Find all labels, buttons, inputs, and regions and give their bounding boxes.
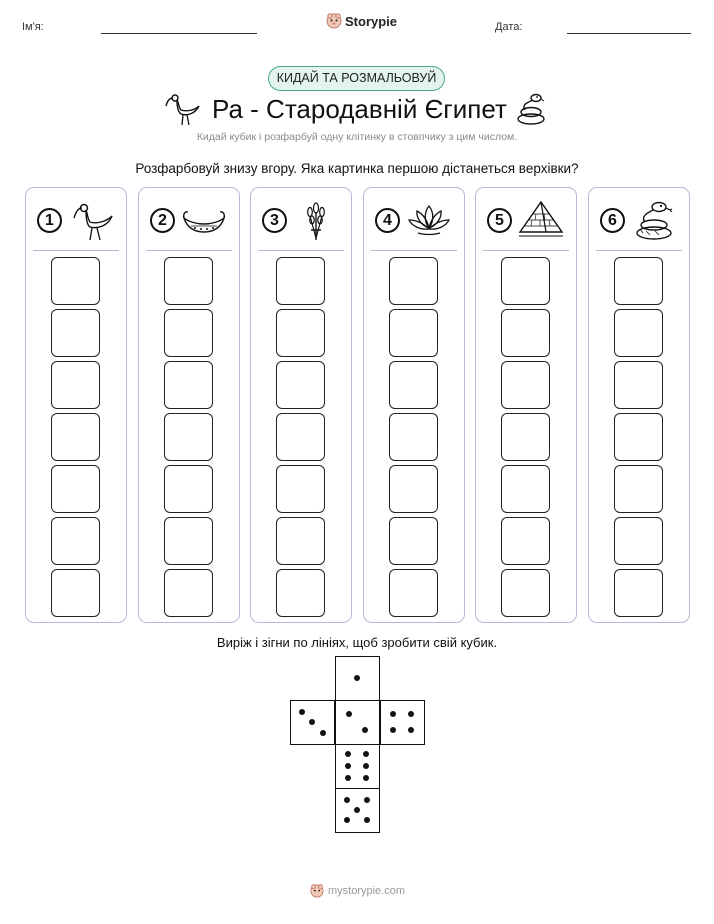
page-title: Ра - Стародавній Єгипет [212, 94, 507, 124]
color-cell[interactable] [501, 309, 550, 357]
color-cell[interactable] [614, 309, 663, 357]
cube-instruction: Виріж і зігни по лініях, щоб зробити свій кубик. [216, 635, 498, 650]
color-cell[interactable] [501, 465, 550, 513]
die-pip [390, 711, 396, 717]
color-cell[interactable] [614, 517, 663, 565]
storypie-mascot-icon [326, 13, 342, 29]
color-cell[interactable] [501, 257, 550, 305]
column-header [476, 188, 576, 251]
die-pip [309, 719, 315, 725]
color-cell[interactable] [276, 413, 325, 461]
die-pip [364, 817, 370, 823]
column-number: 2 [150, 208, 175, 233]
die-pip [320, 730, 326, 736]
title-row [0, 92, 714, 128]
column-number: 6 [600, 208, 625, 233]
color-cell[interactable] [164, 465, 213, 513]
die-pip [346, 711, 352, 717]
color-cell[interactable] [51, 465, 100, 513]
color-cell[interactable] [501, 517, 550, 565]
brand-name: Storypie [345, 13, 398, 29]
color-cell[interactable] [164, 257, 213, 305]
color-cell[interactable] [614, 361, 663, 409]
footer-url[interactable]: mystorypie.com [328, 885, 406, 897]
color-cell[interactable] [389, 309, 438, 357]
color-cell[interactable] [501, 413, 550, 461]
activity-badge: КИДАЙ ТА РОЗМАЛЬОВУЙ [268, 66, 445, 91]
cube-face-5 [335, 788, 380, 833]
color-cell[interactable] [389, 569, 438, 617]
column-divider [258, 250, 344, 251]
die-pip [344, 817, 350, 823]
column-number: 4 [375, 208, 400, 233]
instruction-text: Розфарбовуй знизу вгору. Яка картинка першою дістанеться верхівки? [135, 161, 579, 176]
cube-face-2 [335, 700, 380, 745]
column-1 [25, 187, 127, 623]
date-label: Дата: [495, 21, 523, 33]
color-cell[interactable] [51, 309, 100, 357]
cube-face-6 [335, 744, 380, 789]
column-number: 3 [262, 208, 287, 233]
column-header [26, 188, 126, 251]
lotus-icon [406, 198, 452, 242]
cube-face-4 [380, 700, 425, 745]
brand-logo [326, 13, 397, 29]
die-pip [362, 727, 368, 733]
color-cell[interactable] [276, 465, 325, 513]
color-cell[interactable] [276, 257, 325, 305]
column-2 [138, 187, 240, 623]
die-pip [354, 675, 360, 681]
color-cell[interactable] [276, 361, 325, 409]
snake-icon [631, 198, 677, 242]
column-5 [475, 187, 577, 623]
snake-icon [515, 92, 547, 126]
color-cell[interactable] [614, 465, 663, 513]
die-pip [344, 797, 350, 803]
name-label: Ім'я: [22, 21, 44, 33]
color-cell[interactable] [164, 309, 213, 357]
color-cell[interactable] [389, 361, 438, 409]
column-header [251, 188, 351, 251]
die-pip [345, 775, 351, 781]
die-pip [390, 727, 396, 733]
color-cell[interactable] [389, 257, 438, 305]
die-pip [354, 807, 360, 813]
subtitle: Кидай кубик і розфарбуй одну клітинку в стовпчику з цим числом. [196, 131, 518, 143]
color-cell[interactable] [389, 413, 438, 461]
color-cell[interactable] [164, 517, 213, 565]
color-cell[interactable] [51, 361, 100, 409]
die-pip [363, 763, 369, 769]
color-cell[interactable] [164, 569, 213, 617]
color-cell[interactable] [276, 569, 325, 617]
column-number: 5 [487, 208, 512, 233]
color-cell[interactable] [389, 517, 438, 565]
column-header [364, 188, 464, 251]
column-divider [371, 250, 457, 251]
color-cell[interactable] [51, 413, 100, 461]
die-pip [408, 727, 414, 733]
color-cell[interactable] [614, 569, 663, 617]
color-cell[interactable] [164, 413, 213, 461]
color-cell[interactable] [614, 257, 663, 305]
die-pip [345, 751, 351, 757]
column-divider [596, 250, 682, 251]
column-divider [33, 250, 119, 251]
color-cell[interactable] [51, 257, 100, 305]
cube-face-1 [335, 656, 380, 701]
die-pip [299, 709, 305, 715]
color-cell[interactable] [389, 465, 438, 513]
color-cell[interactable] [501, 569, 550, 617]
column-4 [363, 187, 465, 623]
color-cell[interactable] [501, 361, 550, 409]
column-divider [146, 250, 232, 251]
ibis-icon [165, 92, 201, 126]
cube-face-3 [290, 700, 335, 745]
column-3 [250, 187, 352, 623]
die-pip [363, 775, 369, 781]
column-header [589, 188, 689, 251]
die-pip [364, 797, 370, 803]
wheat-icon [293, 198, 339, 242]
name-field[interactable] [101, 33, 257, 34]
color-cell[interactable] [276, 517, 325, 565]
storypie-mascot-icon [310, 884, 324, 898]
column-6 [588, 187, 690, 623]
color-cell[interactable] [614, 413, 663, 461]
date-field[interactable] [567, 33, 691, 34]
color-cell[interactable] [51, 517, 100, 565]
color-cell[interactable] [51, 569, 100, 617]
column-number: 1 [37, 208, 62, 233]
color-cell[interactable] [276, 309, 325, 357]
die-pip [345, 763, 351, 769]
die-pip [363, 751, 369, 757]
ibis-icon [68, 198, 114, 242]
color-cell[interactable] [164, 361, 213, 409]
column-divider [483, 250, 569, 251]
pyramid-icon [518, 198, 564, 242]
die-pip [408, 711, 414, 717]
boat-icon [181, 198, 227, 242]
footer [310, 884, 405, 898]
column-header [139, 188, 239, 251]
